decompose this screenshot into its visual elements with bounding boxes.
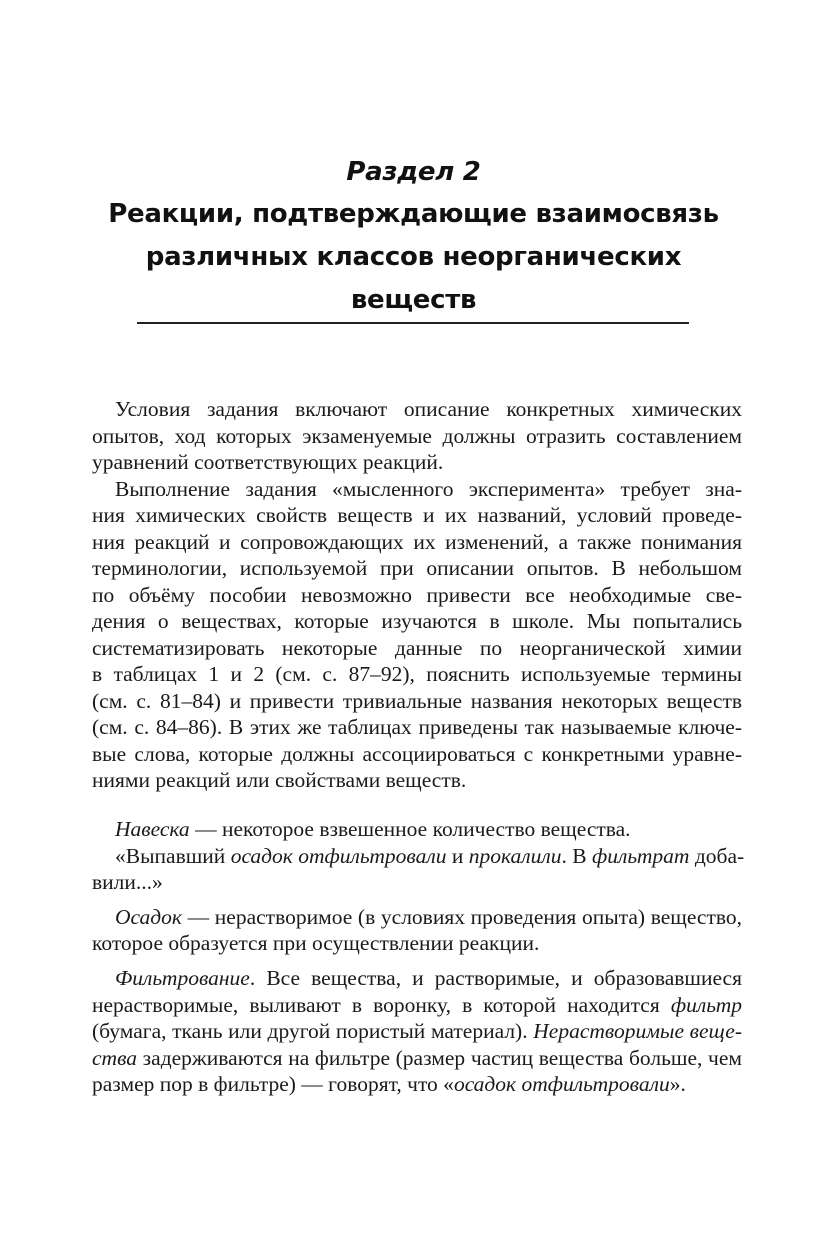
text-segment: (см. с. 84–86). В этих же таблицах приведены так называемые ключе- xyxy=(92,715,742,739)
italic-term: прокалили xyxy=(468,844,562,868)
text-line xyxy=(92,607,742,635)
text-line xyxy=(115,815,742,843)
text-line xyxy=(115,395,742,423)
text-segment: по объёму пособии невозможно привести все необходимые све- xyxy=(92,583,742,607)
text-segment: ». xyxy=(669,1072,686,1096)
text-segment: — нерастворимое (в условиях проведения опыта) вещество, xyxy=(181,905,742,929)
text-segment: ния химических свойств веществ и их названий, условий проведе- xyxy=(92,503,742,527)
text-segment: — некоторое взвешенное количество вещества. xyxy=(189,817,631,841)
text-segment: Условия задания включают описание конкретных химических xyxy=(115,397,742,421)
text-segment: задерживаются на фильтре (размер частиц вещества больше, чем xyxy=(137,1046,742,1070)
text-line xyxy=(92,740,742,768)
text-segment: систематизировать некоторые данные по неорганической химии xyxy=(92,636,742,660)
text-line xyxy=(92,501,742,529)
italic-term: Нерастворимые веще- xyxy=(533,1019,743,1043)
italic-term: Навеска xyxy=(115,817,190,841)
text-segment: нерастворимые, выливают в воронку, в которой находится xyxy=(92,993,671,1017)
text-segment: вили...» xyxy=(92,870,163,894)
italic-term: фильтрат xyxy=(592,844,690,868)
text-line xyxy=(92,1070,742,1098)
text-segment: Выполнение задания «мысленного эксперимента» требует зна- xyxy=(115,477,742,501)
section-number: Раздел 2 xyxy=(346,157,481,187)
section-title-line-1: Реакции, подтверждающие взаимосвязь xyxy=(108,199,719,229)
text-line xyxy=(92,1017,742,1045)
text-line xyxy=(115,475,742,503)
text-segment: опытов, ход которых экзаменуемые должны отразить составлением xyxy=(92,424,742,448)
text-segment: уравнений соответствующих реакций. xyxy=(92,450,444,474)
text-line xyxy=(92,634,742,662)
text-segment: которое образуется при осуществлении реакции. xyxy=(92,931,540,955)
text-segment: (бумага, ткань или другой пористый материал). xyxy=(92,1019,534,1043)
italic-term: Осадок xyxy=(115,905,182,929)
text-line xyxy=(92,422,742,450)
italic-term: Фильтрование xyxy=(115,966,250,990)
text-segment: ния реакций и сопровождающих их изменений, а также понимания xyxy=(92,530,742,554)
text-line xyxy=(92,713,742,741)
text-line xyxy=(92,1044,742,1072)
text-segment: размер пор в фильтре) — говорят, что « xyxy=(92,1072,454,1096)
text-line xyxy=(92,528,742,556)
text-line xyxy=(115,964,742,992)
text-segment: . В xyxy=(561,844,593,868)
text-segment: «Выпавший xyxy=(115,844,231,868)
section-title-line-3: веществ xyxy=(350,285,477,315)
text-segment: в таблицах 1 и 2 (см. с. 87–92), пояснить используемые термины xyxy=(92,662,742,686)
text-line xyxy=(92,868,742,896)
text-segment: ниями реакций или свойствами веществ. xyxy=(92,768,467,792)
text-line xyxy=(92,929,742,957)
text-segment: (см. с. 81–84) и привести тривиальные названия некоторых веществ xyxy=(92,689,742,713)
text-line xyxy=(115,903,742,931)
text-line xyxy=(92,660,742,688)
text-line xyxy=(92,581,742,609)
italic-term: осадок отфильтровали xyxy=(453,1072,670,1096)
text-line xyxy=(92,448,742,476)
text-segment: . Все вещества, и растворимые, и образовавшиеся xyxy=(249,966,742,990)
italic-term: фильтр xyxy=(670,993,742,1017)
text-line xyxy=(92,687,742,715)
italic-term: ства xyxy=(92,1046,138,1070)
text-line xyxy=(92,991,742,1019)
italic-term: осадок отфильтровали xyxy=(230,844,447,868)
text-segment: вые слова, которые должны ассоциироваться с конкретными уравне- xyxy=(92,742,742,766)
text-line xyxy=(92,554,742,582)
title-divider xyxy=(137,322,689,324)
text-segment: доба- xyxy=(689,844,745,868)
text-line xyxy=(115,842,745,870)
text-segment: дения о веществах, которые изучаются в школе. Мы попытались xyxy=(92,609,742,633)
text-line xyxy=(92,766,742,794)
text-segment: и xyxy=(446,844,469,868)
text-segment: терминологии, используемой при описании опытов. В небольшом xyxy=(92,556,742,580)
section-title-line-2: различных классов неорганических xyxy=(145,242,682,272)
